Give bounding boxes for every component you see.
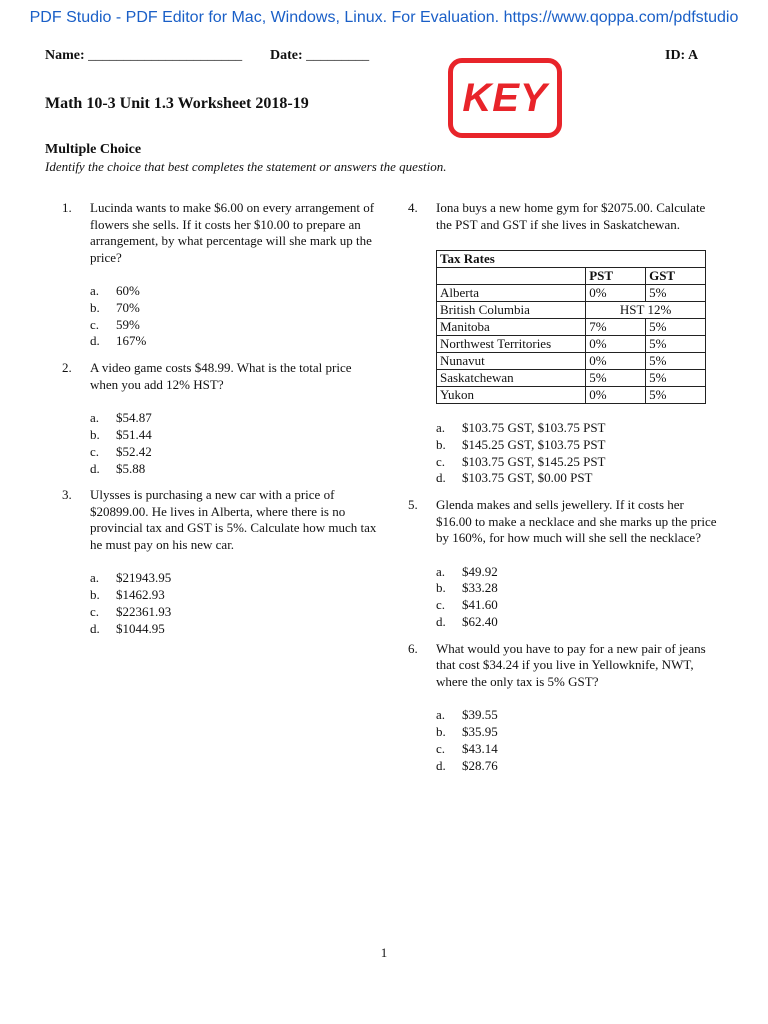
page-number: 1	[380, 945, 388, 960]
choice-c[interactable]: c. $22361.93	[90, 603, 172, 619]
right-column	[408, 200, 720, 775]
choice-a[interactable]: a. $103.75 GST, $103.75 PST	[436, 420, 606, 435]
key-stamp	[448, 58, 562, 138]
choice-c[interactable]: c. $103.75 GST, $145.25 PST	[436, 453, 606, 469]
choice-b[interactable]: b. $33.28	[436, 580, 498, 596]
choice-c[interactable]: c. $52.42	[90, 443, 152, 459]
question-number: 3.	[62, 487, 72, 503]
id-label: ID: A	[665, 48, 699, 63]
worksheet-title: Math 10-3 Unit 1.3 Worksheet 2018-19	[45, 95, 309, 112]
question-text: Glenda makes and sells jewellery. If it costs her $16.00 to make a necklace and she marks up the price by 160%, for how much will she sell the necklace?	[436, 497, 717, 546]
question-5	[408, 497, 720, 631]
table-caption: Tax Rates	[437, 251, 706, 268]
question-6	[408, 641, 720, 775]
choice-list	[436, 707, 720, 774]
choice-c[interactable]: c. $43.14	[436, 740, 498, 756]
table-row: Alberta 0% 5%	[437, 285, 706, 302]
question-3	[62, 487, 382, 637]
table-header-row	[437, 268, 706, 285]
question-number: 4.	[408, 200, 418, 215]
question-text: Lucinda wants to make $6.00 on every arrangement of flowers she sells. If it costs her $10.00 to prepare an arrangement, by what percentage will she mark up the price?	[90, 200, 375, 265]
table-row: Manitoba 7% 5%	[437, 319, 706, 336]
name-line: ______________________	[88, 48, 243, 63]
question-number: 1.	[62, 200, 72, 215]
left-column	[62, 200, 382, 638]
table-row: Yukon 0% 5%	[437, 387, 706, 404]
date-label: Date:	[270, 48, 303, 63]
choice-b[interactable]: b. $51.44	[90, 426, 152, 442]
question-text: What would you have to pay for a new pair of jeans that cost $34.24 if you live in Yellowknife, NWT, where the only tax is 5% GST?	[436, 640, 706, 689]
question-4	[408, 200, 720, 487]
column-header-province	[437, 268, 586, 285]
choice-d[interactable]: d. $62.40	[436, 614, 498, 630]
choice-d[interactable]: d. $28.76	[436, 757, 498, 773]
choice-list	[436, 564, 720, 631]
name-field	[45, 48, 242, 64]
column-header-gst: GST	[646, 268, 706, 285]
table-row: Nunavut 0% 5%	[437, 353, 706, 370]
choice-b[interactable]: b. $1462.93	[90, 587, 165, 603]
question-number: 6.	[408, 640, 418, 656]
question-number: 2.	[62, 360, 72, 376]
table-row: Northwest Territories 0% 5%	[437, 336, 706, 353]
question-2	[62, 360, 382, 477]
choice-b[interactable]: b. $35.95	[436, 724, 498, 740]
question-text: A video game costs $48.99. What is the total price when you add 12% HST?	[90, 360, 352, 392]
date-field	[270, 48, 369, 64]
choice-c[interactable]: c. $41.60	[436, 597, 498, 613]
evaluation-banner[interactable]: PDF Studio - PDF Editor for Mac, Windows, Linux. For Evaluation. https://www.qoppa.com/pdfstudio	[29, 9, 739, 26]
choice-list	[436, 420, 720, 487]
question-number: 5.	[408, 497, 418, 513]
table-caption-row	[437, 251, 706, 268]
choice-d[interactable]: d. $1044.95	[90, 620, 165, 636]
section-instructions: Identify the choice that best completes the statement or answers the question.	[45, 159, 447, 174]
choice-list	[90, 570, 382, 637]
key-stamp-text: KEY	[462, 75, 548, 120]
table-row: British Columbia HST 12%	[437, 302, 706, 319]
choice-d[interactable]: d. $5.88	[90, 460, 146, 476]
question-1	[62, 200, 382, 350]
choice-list	[90, 410, 382, 477]
choice-a[interactable]: a. $21943.95	[90, 570, 172, 586]
choice-a[interactable]: a. $49.92	[436, 563, 498, 579]
choice-d[interactable]: d. 167%	[90, 333, 147, 349]
choice-a[interactable]: a. $54.87	[90, 410, 152, 426]
column-header-pst: PST	[586, 268, 646, 285]
table-row: Saskatchewan 5% 5%	[437, 370, 706, 387]
choice-list	[90, 283, 382, 350]
choice-c[interactable]: c. 59%	[90, 316, 140, 332]
choice-a[interactable]: a. 60%	[90, 283, 140, 298]
choice-d[interactable]: d. $103.75 GST, $0.00 PST	[436, 470, 593, 486]
choice-b[interactable]: b. $145.25 GST, $103.75 PST	[436, 436, 606, 452]
date-line: _________	[306, 48, 370, 63]
tax-rates-table	[436, 250, 706, 404]
section-title: Multiple Choice	[45, 142, 142, 157]
name-label: Name:	[45, 48, 85, 63]
choice-a[interactable]: a. $39.55	[436, 707, 498, 723]
choice-b[interactable]: b. 70%	[90, 299, 140, 315]
question-text: Ulysses is purchasing a new car with a price of $20899.00. He lives in Alberta, where there is no provincial tax and GST is 5%. Calculate how much tax he must pay on his new car.	[90, 487, 377, 552]
question-text: Iona buys a new home gym for $2075.00. Calculate the PST and GST if she lives in Saskatchewan.	[436, 200, 706, 232]
